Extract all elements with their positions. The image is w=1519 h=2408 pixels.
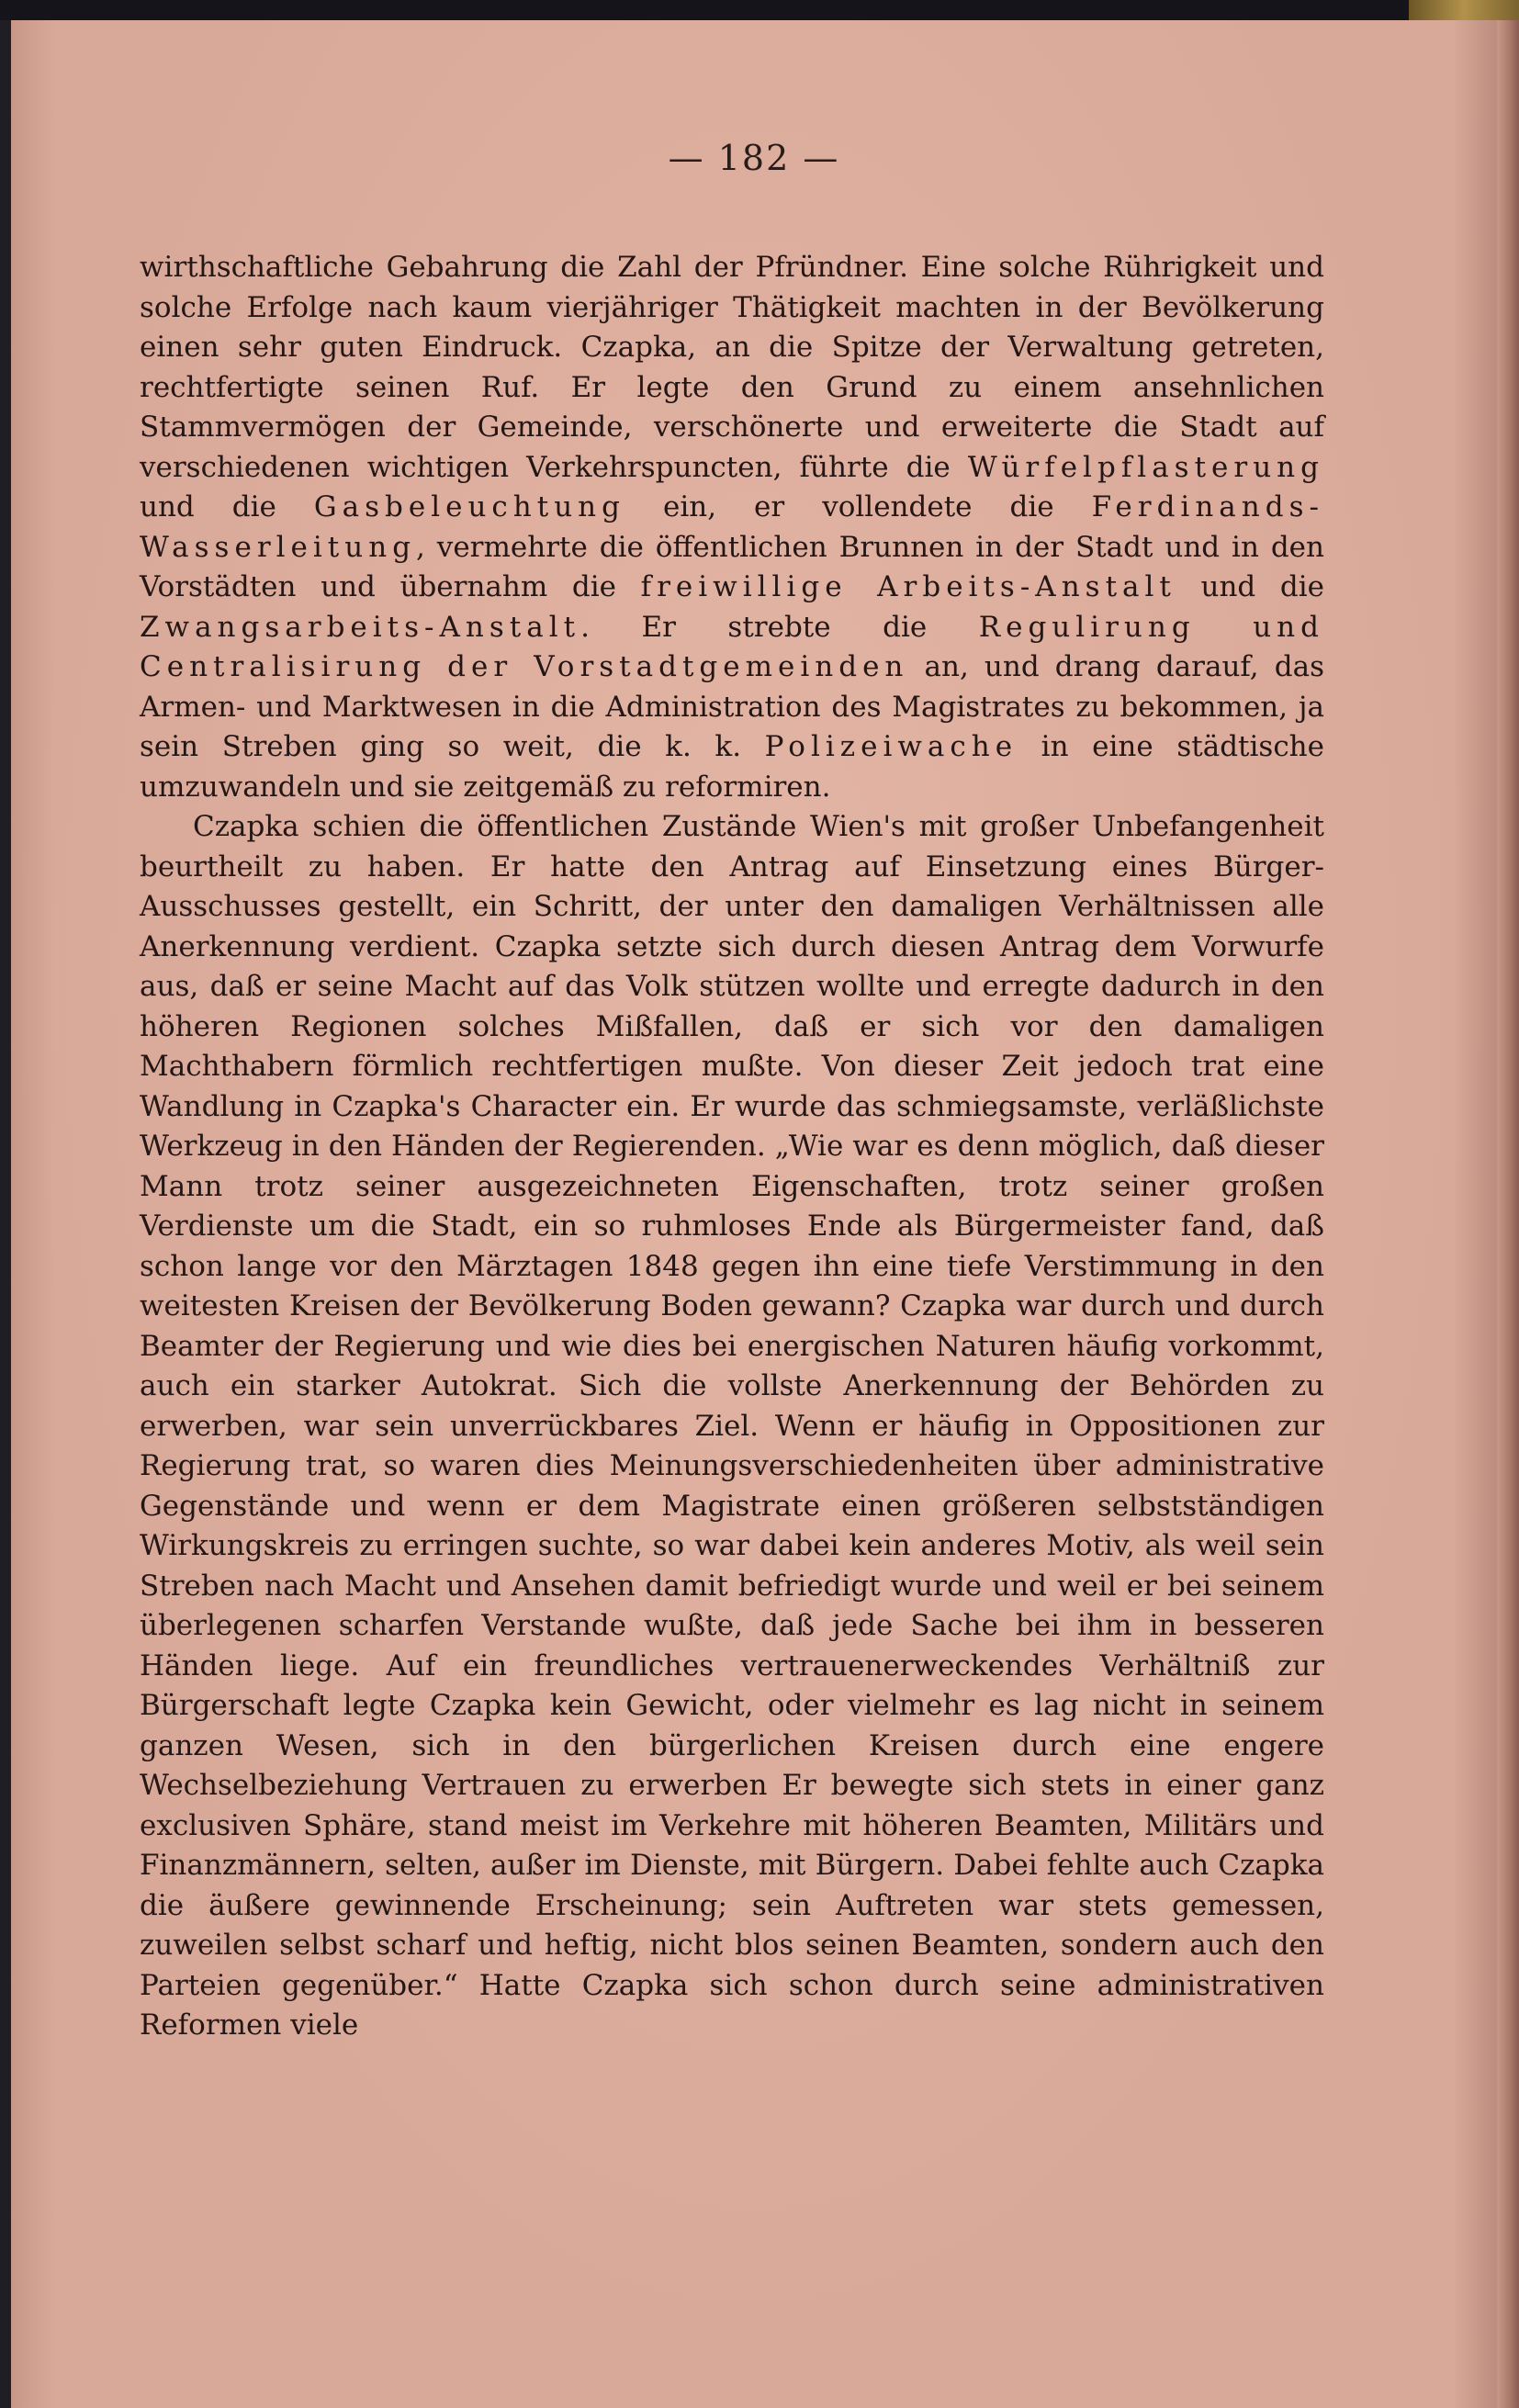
- text-run: ein, er vollendete die: [625, 490, 1092, 523]
- text-run: wirthschaftliche Gebahrung die Zahl der Pfründner. Eine solche Rührigkeit und solche Erfolge nach kaum vierjähriger Thätigkeit machten in der Bevölkerung einen sehr guten Eindruck. Czapka, an die Spitze der Verwaltung getreten, rechtfertigte seinen Ruf. Er legte den Grund zu einem ansehnlichen Stammvermögen der Gemeinde, verschönerte und erweiterte die Stadt auf verschiedenen wichtigen Verkehrspuncten, führte die: [140, 251, 1324, 484]
- text-run: , vermehrte die öffentlichen Brunnen in der Stadt und in den Vorstädten und übernahm die: [140, 530, 1324, 603]
- text-run: an, und drang darauf, das Armen- und Marktwesen in die Administration des Magistrates zu bekommen, ja sein Streben ging so weit, die k. k.: [140, 650, 1324, 763]
- emphasized-term: Regulirung und Centralisirung der Vorstadtgemeinden: [140, 610, 1324, 683]
- emphasized-term: freiwillige Arbeits-Anstalt: [640, 570, 1176, 603]
- emphasized-term: Würfelpflasterung: [967, 450, 1324, 484]
- page-right-edge: [1497, 20, 1519, 2408]
- body-text: [140, 248, 1324, 2046]
- text-run: . Er strebte die: [580, 610, 979, 644]
- book-page: [11, 20, 1497, 2408]
- page-number: — 182 —: [668, 138, 840, 178]
- paragraph: [140, 248, 1324, 807]
- emphasized-term: Gasbeleuchtung: [313, 490, 625, 523]
- text-run: und die: [140, 490, 314, 523]
- emphasized-term: Zwangsarbeits-Anstalt: [140, 610, 581, 644]
- scanner-top-strip: [0, 0, 1519, 20]
- book-edge-gilt: [1409, 0, 1519, 20]
- text-run: Czapka schien die öffentlichen Zustände Wien's mit großer Unbefangenheit beurtheilt zu haben. Er hatte den Antrag auf Einsetzung eines Bürger-Ausschusses gestellt, ein Schritt, der unter den damaligen Verhältnissen alle Anerkennung verdient. Czapka setzte sich durch diesen Antrag dem Vorwurfe aus, daß er seine Macht auf das Volk stützen wollte und erregte dadurch in den höheren Regionen solches Mißfallen, daß er sich vor den damaligen Machthabern förmlich rechtfertigen mußte. Von dieser Zeit jedoch trat eine Wandlung in Czapka's Character ein. Er wurde das schmiegsamste, verläßlichste Werkzeug in den Händen der Regierenden. „Wie war es denn möglich, daß dieser Mann trotz seiner ausgezeichneten Eigenschaften, trotz seiner großen Verdienste um die Stadt, ein so ruhmloses Ende als Bürgermeister fand, daß schon lange vor den Märztagen 1848 gegen ihn eine tiefe Verstimmung in den weitesten Kreisen der Bevölkerung Boden gewann? Czapka war durch und durch Beamter der Regierung und wie dies bei energischen Naturen häufig vorkommt, auch ein starker Autokrat. Sich die vollste Anerkennung der Behörden zu erwerben, war sein unverrückbares Ziel. Wenn er häufig in Oppositionen zur Regierung trat, so waren dies Meinungsverschiedenheiten über administrative Gegenstände und wenn er dem Magistrate einen größeren selbstständigen Wirkungskreis zu erringen suchte, so war dabei kein anderes Motiv, als weil sein Streben nach Macht und Ansehen damit befriedigt wurde und weil er bei seinem überlegenen scharfen Verstande wußte, daß jede Sache bei ihm in besseren Händen liege. Auf ein freundliches vertrauenerweckendes Verhältniß zur Bürgerschaft legte Czapka kein Gewicht, oder vielmehr es lag nicht in seinem ganzen Wesen, sich in den bürgerlichen Kreisen durch eine engere Wechselbeziehung Vertrauen zu erwerben Er bewegte sich stets in einer ganz exclusiven Sphäre, stand meist im Verkehre mit höheren Beamten, Militärs und Finanzmännern, selten, außer im Dienste, mit Bürgern. Dabei fehlte auch Czapka die äußere gewinnende Erscheinung; sein Auftreten war stets gemessen, zuweilen selbst scharf und heftig, nicht blos seinen Beamten, sondern auch den Parteien gegenüber.“ Hatte Czapka sich schon durch seine administrativen Reformen viele: [140, 810, 1324, 2042]
- text-run: in eine städtische umzuwandeln und sie zeitgemäß zu reformiren.: [140, 730, 1324, 804]
- paragraph: [140, 807, 1324, 2046]
- text-run: und die: [1176, 570, 1325, 603]
- emphasized-term: Polizeiwache: [764, 730, 1018, 763]
- emphasized-term: Ferdinands-Wasserleitung: [140, 490, 1324, 564]
